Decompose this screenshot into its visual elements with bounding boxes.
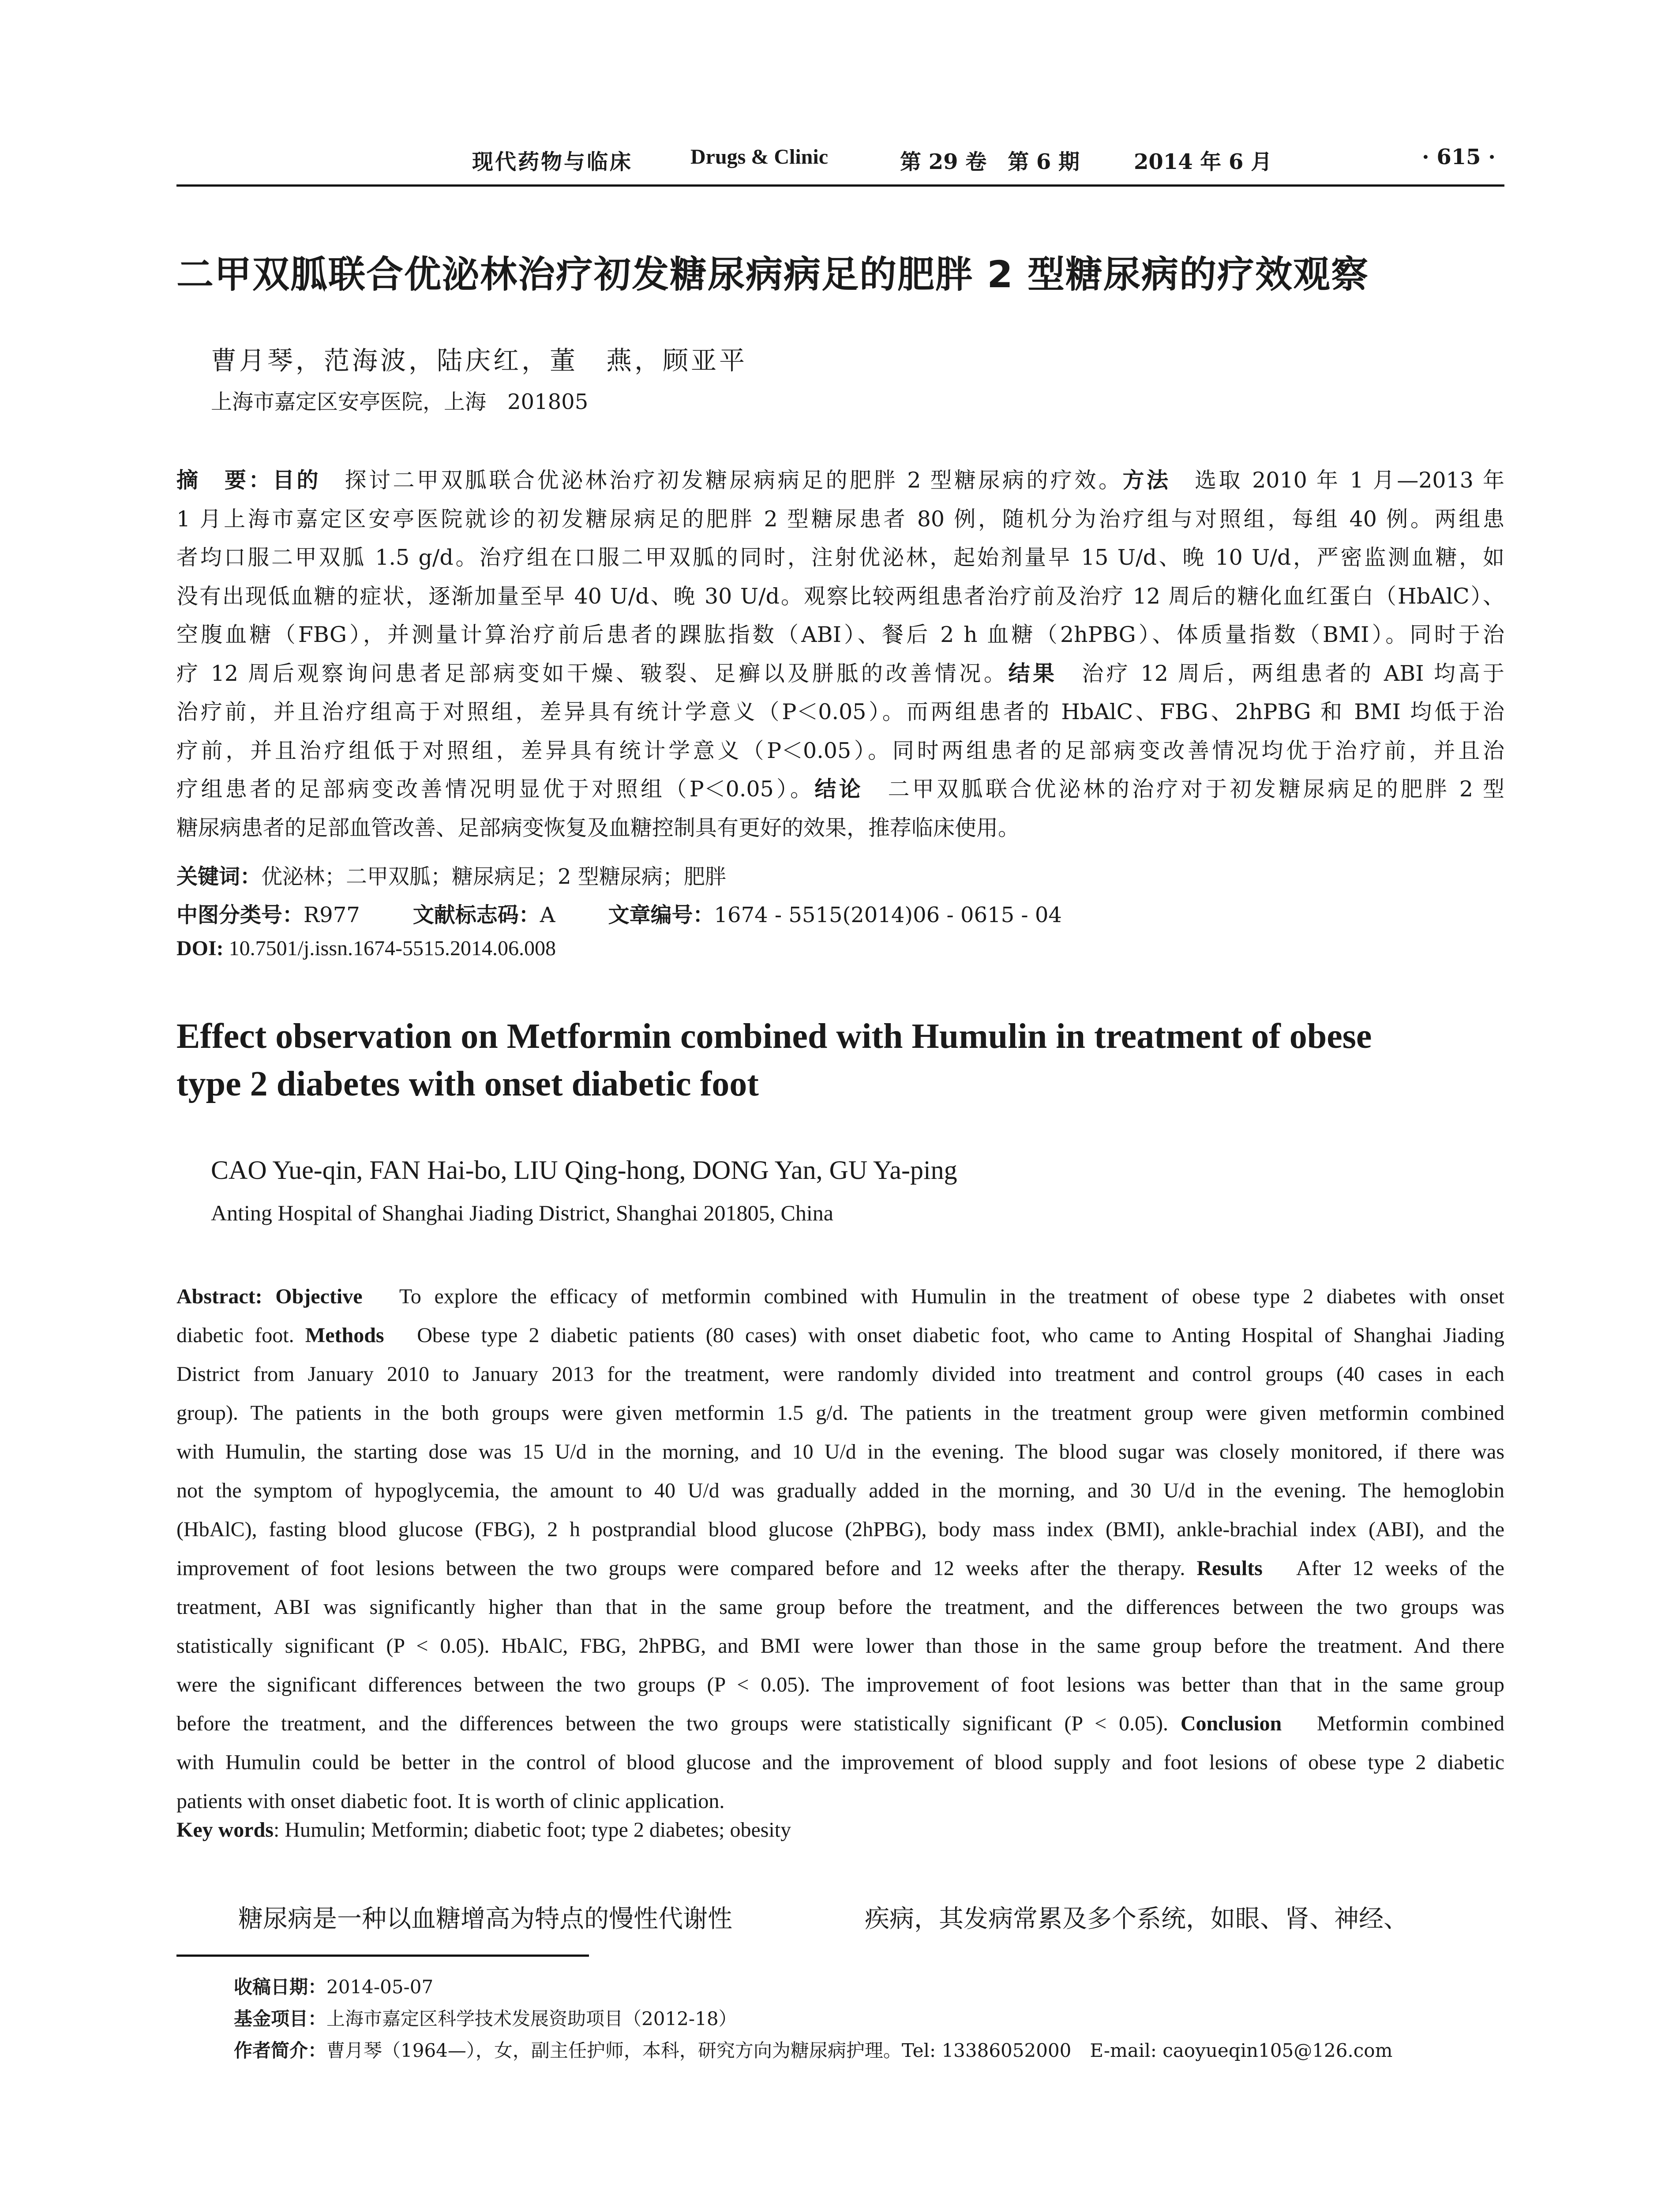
running-header: [176, 140, 1504, 187]
abstract-en-line: before the treatment, and the differences between the two groups were statistically significant (P < 0.05). Conclusion Metformin combined: [176, 1712, 1504, 1735]
abstract-en: [176, 1277, 1504, 1821]
page-number: · 615 ·: [1421, 145, 1496, 169]
doc-code-label: 文献标志码：: [412, 903, 540, 927]
abstract-en-label: Abstract: Objective: [176, 1285, 363, 1308]
abstract-cn-line: 者均口服二甲双胍 1.5 g/d。治疗组在口服二甲双胍的同时，注射优泌林，起始剂量早 15 U/d、晚 10 U/d，严密监测血糖，如: [176, 545, 1504, 570]
section-label-methods: 方法: [1122, 468, 1171, 493]
abstract-cn-line: 没有出现低血糖的症状，逐渐加量至早 40 U/d、晚 30 U/d。观察比较两组患者治疗前及治疗 12 周后的糖化血红蛋白（HbAlC）、: [176, 583, 1504, 609]
keywords-label: 关键词：: [176, 864, 262, 889]
section-label-results: 结果: [1008, 660, 1058, 686]
abstract-en-line: diabetic foot. Methods Obese type 2 diabetic patients (80 cases) with onset diabetic foot, who came to Anting Hospital of Shanghai Jiading: [176, 1324, 1504, 1347]
footnote-divider: [176, 1955, 589, 1957]
journal-name-en: Drugs & Clinic: [690, 145, 828, 169]
abstract-cn-line: 疗前，并且治疗组低于对照组，差异具有统计学意义（P＜0.05）。同时两组患者的足部病变改善情况均优于治疗前，并且治: [176, 738, 1504, 763]
abstract-label: 摘 要：目的: [176, 468, 321, 493]
abstract-en-line: (HbAlC), fasting blood glucose (FBG), 2 h postprandial blood glucose (2hPBG), body mass index (BMI), ankle-brachial index (ABI), and the: [176, 1518, 1504, 1541]
article-no-value: 1674 - 5515(2014)06 - 0615 - 04: [714, 903, 1062, 927]
clc-value: R977: [304, 903, 360, 927]
abstract-cn-line: 糖尿病患者的足部血管改善、足部病变恢复及血糖控制具有更好的效果，推荐临床使用。: [176, 815, 1020, 840]
abstract-cn-line: 摘 要：目的 探讨二甲双胍联合优泌林治疗初发糖尿病病足的肥胖 2 型糖尿病的疗效。方法 选取 2010 年 1 月—2013 年: [176, 468, 1504, 493]
section-label-conclusion-en: Conclusion: [1180, 1712, 1282, 1735]
section-label-results-en: Results: [1196, 1557, 1263, 1580]
abstract-en-line: were the significant differences between the two groups (P < 0.05). The improvement of foot lesions was better than that in the same group: [176, 1673, 1504, 1696]
abstract-en-line: District from January 2010 to January 2013 for the treatment, were randomly divided into treatment and control groups (40 cases in each: [176, 1362, 1504, 1386]
volume-issue: 第 29 卷 第 6 期: [900, 150, 1080, 174]
footnote-funding: 基金项目：上海市嘉定区科学技术发展资助项目（2012-18）: [234, 2008, 737, 2030]
classification-row: [176, 898, 1504, 928]
abstract-en-line: with Humulin could be better in the control of blood glucose and the improvement of blood supply and foot lesions of obese type 2 diabetic: [176, 1751, 1504, 1774]
abstract-en-line: not the symptom of hypoglycemia, the amount to 40 U/d was gradually added in the morning, and 30 U/d in the evening. The hemoglobin: [176, 1479, 1504, 1502]
article-no-label: 文章编号：: [608, 903, 714, 927]
keywords-cn: [176, 859, 1504, 890]
footnote-received: 收稿日期：2014-05-07: [234, 1976, 434, 1998]
abstract-en-line: Abstract: Objective To explore the efficacy of metformin combined with Humulin in the treatment of obese type 2 diabetes with onset: [176, 1285, 1505, 1308]
keywords-en-value: : Humulin; Metformin; diabetic foot; type 2 diabetes; obesity: [273, 1818, 791, 1842]
abstract-cn-line: 治疗前，并且治疗组高于对照组，差异具有统计学意义（P＜0.05）。而两组患者的 HbAlC、FBG、2hPBG 和 BMI 均低于治: [176, 699, 1504, 724]
body-text-right-column: 疾病，其发病常累及多个系统，如眼、肾、神经、: [865, 1905, 1408, 1933]
abstract-en-line: treatment, ABI was significantly higher than that in the same group before the treatment, and the differences between the two groups was: [176, 1595, 1504, 1619]
article-title-en: Effect observation on Metformin combined with Humulin in treatment of obese type 2 diabetes with onset diabetic foot: [176, 1017, 1372, 1103]
abstract-en-line: improvement of foot lesions between the two groups were compared before and 12 weeks after the therapy. Results After 12 weeks of the: [176, 1557, 1504, 1580]
clc-label: 中图分类号：: [176, 903, 304, 927]
abstract-cn-line: 疗 12 周后观察询问患者足部病变如干燥、皲裂、足癣以及胼胝的改善情况。结果 治疗 12 周后，两组患者的 ABI 均高于: [176, 660, 1504, 686]
section-label-methods-en: Methods: [305, 1324, 384, 1347]
footnotes: [234, 1971, 1513, 2067]
affiliation-cn: 上海市嘉定区安亭医院，上海 201805: [211, 390, 589, 414]
keywords-value: 优泌林；二甲双胍；糖尿病足；2 型糖尿病；肥胖: [261, 864, 726, 889]
doi-row: [176, 936, 1504, 960]
body-text-left-column: 糖尿病是一种以血糖增高为特点的慢性代谢性: [238, 1905, 732, 1933]
doc-code-value: A: [540, 903, 555, 927]
article-title-cn: 二甲双胍联合优泌林治疗初发糖尿病病足的肥胖 2 型糖尿病的疗效观察: [176, 253, 1369, 296]
abstract-en-line: with Humulin, the starting dose was 15 U/d in the morning, and 10 U/d in the evening. The blood sugar was closely monitored, if there was: [176, 1440, 1504, 1463]
abstract-en-line: statistically significant (P < 0.05). HbAlC, FBG, 2hPBG, and BMI were lower than those in the same group before the treatment. And there: [176, 1634, 1504, 1658]
affiliation-en: Anting Hospital of Shanghai Jiading District, Shanghai 201805, China: [211, 1201, 833, 1225]
abstract-cn-line: 空腹血糖（FBG），并测量计算治疗前后患者的踝肱指数（ABI）、餐后 2 h 血糖（2hPBG）、体质量指数（BMI）。同时于治: [176, 622, 1504, 647]
issue-date: 2014 年 6 月: [1134, 150, 1272, 174]
doi-link[interactable]: 10.7501/j.issn.1674-5515.2014.06.008: [229, 937, 556, 960]
abstract-cn-line: 1 月上海市嘉定区安亭医院就诊的初发糖尿病足的肥胖 2 型糖尿患者 80 例，随机分为治疗组与对照组，每组 40 例。两组患: [176, 506, 1504, 532]
doi-label: DOI:: [176, 937, 224, 960]
journal-name-cn: 现代药物与临床: [472, 150, 633, 174]
abstract-en-line: patients with onset diabetic foot. It is worth of clinic application.: [176, 1790, 725, 1813]
abstract-en-line: group). The patients in the both groups were given metformin 1.5 g/d. The patients in the treatment group were given metformin combined: [176, 1401, 1504, 1425]
keywords-en-label: Key words: [176, 1818, 274, 1842]
section-label-conclusion: 结论: [814, 777, 864, 802]
authors-cn: 曹月琴，范海波，陆庆红，董 燕，顾亚平: [211, 345, 748, 375]
authors-en: CAO Yue-qin, FAN Hai-bo, LIU Qing-hong, DONG Yan, GU Ya-ping: [211, 1156, 957, 1185]
abstract-cn-line: 疗组患者的足部病变改善情况明显优于对照组（P＜0.05）。结论 二甲双胍联合优泌林的治疗对于初发糖尿病足的肥胖 2 型: [176, 777, 1504, 802]
keywords-en: [176, 1818, 791, 1842]
footnote-author-bio: 作者简介：曹月琴（1964—），女，副主任护师，本科，研究方向为糖尿病护理。Tel: 13386052000 E-mail: caoyueqin105@126.com: [234, 2040, 1393, 2061]
abstract-cn: [176, 461, 1504, 847]
